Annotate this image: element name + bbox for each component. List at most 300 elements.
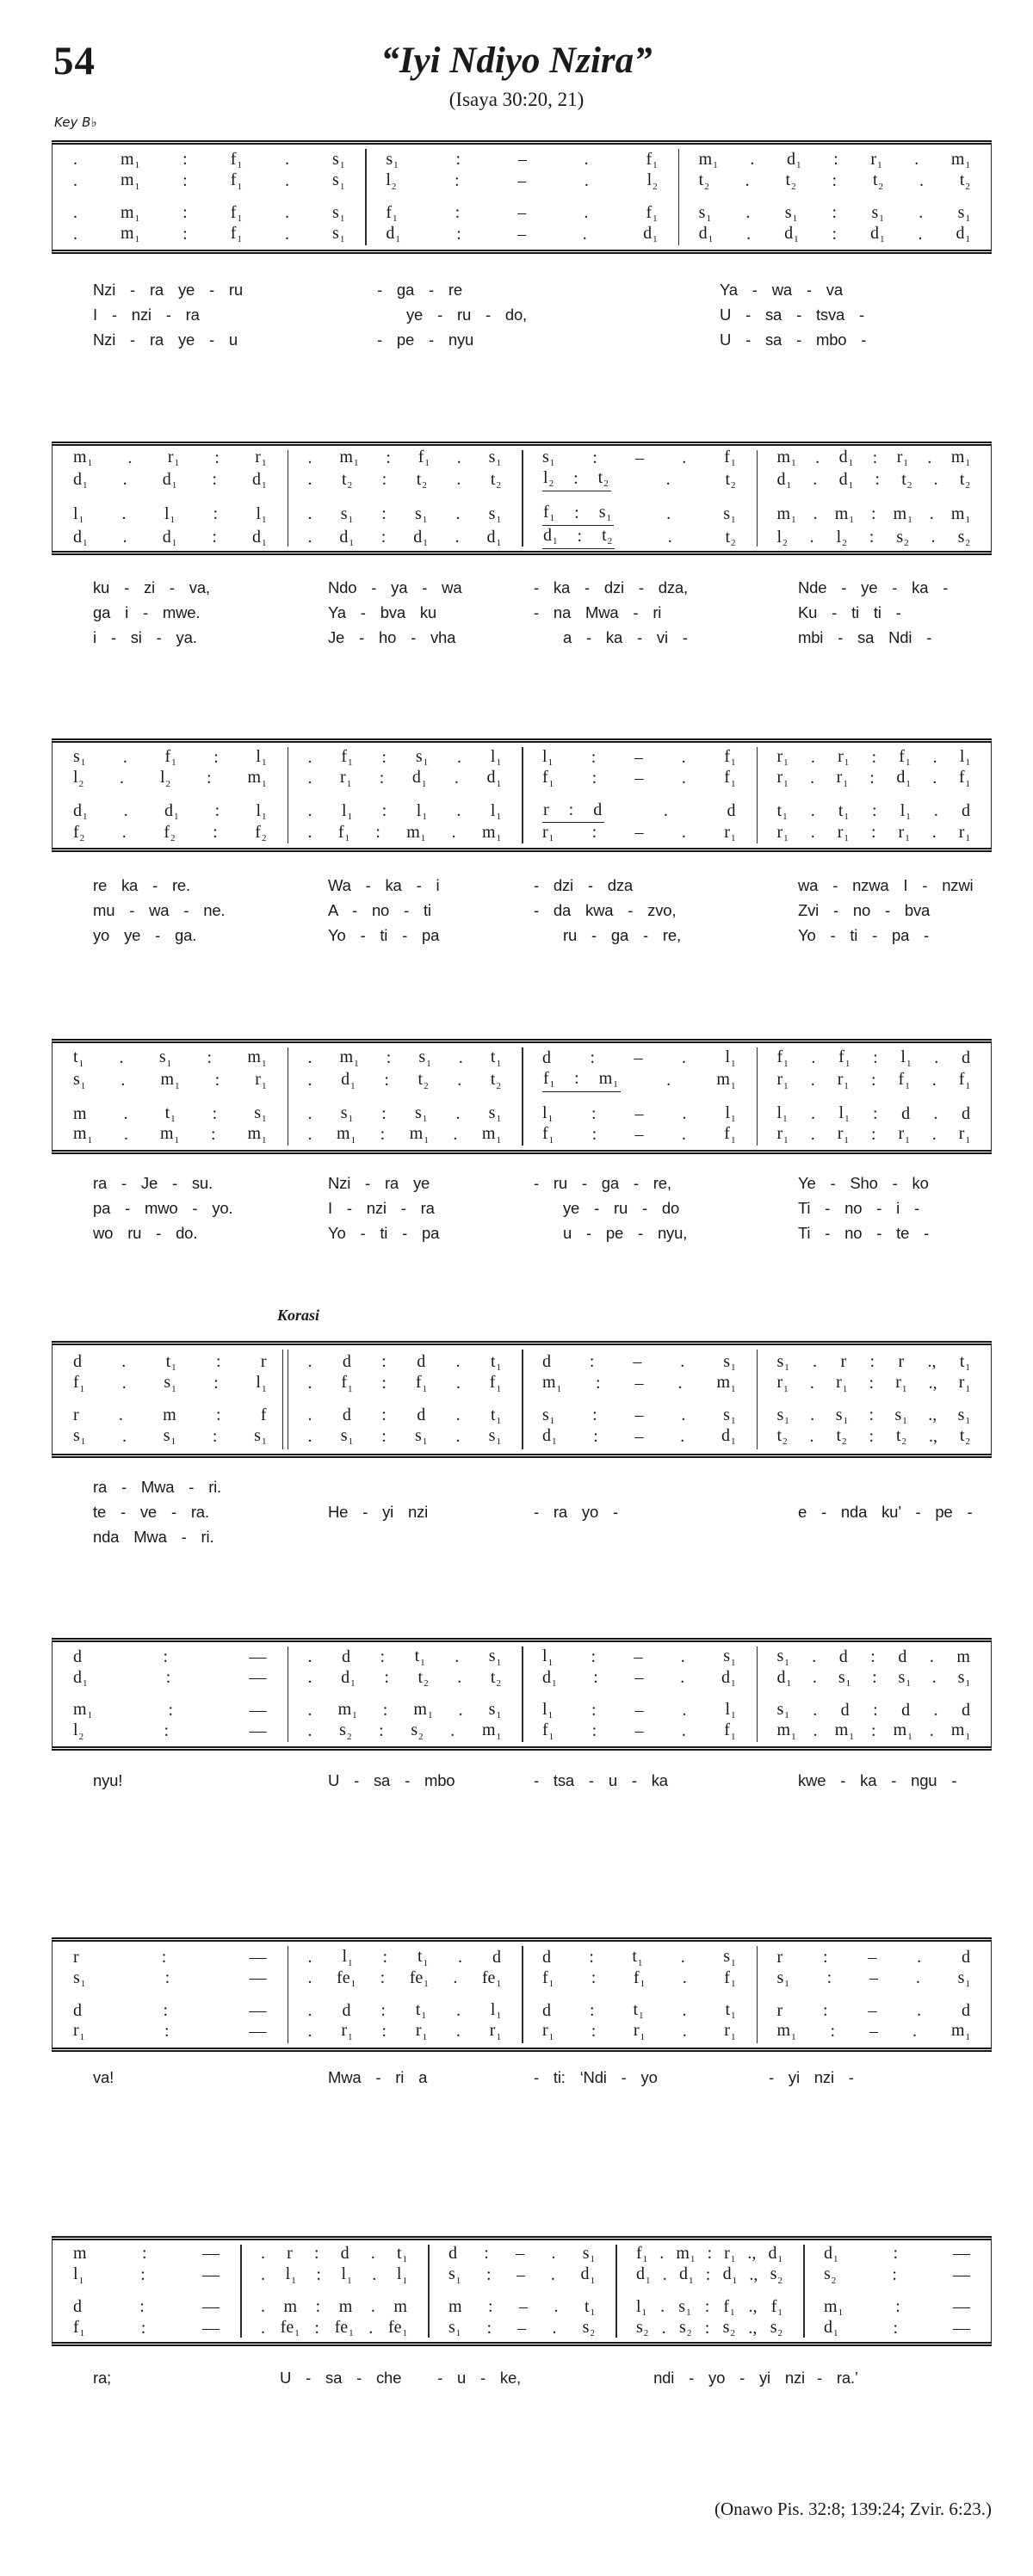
octave-subscript: 1: [348, 1114, 353, 1125]
sol-fa-token: .: [455, 1103, 461, 1123]
sol-fa-token: $m_1$: [159, 1124, 179, 1146]
lyric-segment: Ya - wa - va: [720, 281, 843, 299]
sol-fa-token: $s_2$: [770, 2317, 782, 2339]
sol-fa-token: $l_2$: [543, 468, 554, 490]
sol-fa-token: $m_1$: [950, 2021, 970, 2042]
octave-subscript: 1: [261, 1436, 267, 1448]
voice-row-alto: [53, 1968, 991, 1989]
slur-underline-group: [542, 503, 614, 526]
octave-subscript: 2: [422, 479, 427, 491]
voices: [53, 1642, 991, 1746]
voices: [53, 1345, 991, 1454]
octave-subscript: 1: [905, 1134, 910, 1146]
sol-fa-token: .: [121, 1373, 127, 1393]
sol-fa-token: .: [680, 1668, 685, 1688]
lyric-segment: - u - ke,: [437, 2369, 521, 2387]
octave-subscript: 1: [730, 2031, 736, 2042]
octave-subscript: 1: [642, 2254, 648, 2265]
octave-subscript: 1: [79, 1383, 85, 1394]
sol-fa-token: r: [73, 1947, 79, 1967]
sol-fa-token: $f_1$: [724, 447, 736, 469]
sol-fa-token: $r_1$: [838, 746, 850, 769]
lyric-segment: wa - nzwa I - nzwi: [798, 876, 974, 894]
sol-fa-token: $f_2$: [73, 822, 85, 844]
octave-subscript: 1: [844, 1114, 850, 1125]
voice-row-alto: [53, 1069, 991, 1092]
sol-fa-token: $d_1$: [341, 1070, 356, 1091]
sol-fa-token: —: [202, 2264, 220, 2284]
measure-cell: [53, 470, 288, 491]
sol-fa-token: :: [381, 1405, 387, 1425]
sol-fa-token: :: [833, 150, 838, 170]
octave-subscript: 1: [83, 1678, 88, 1689]
octave-subscript: 2: [965, 479, 970, 491]
sol-fa-token: $t_2$: [776, 1425, 788, 1448]
octave-subscript: 1: [613, 1079, 618, 1090]
octave-subscript: 2: [731, 537, 736, 548]
sol-fa-token: $t_2$: [602, 526, 613, 547]
sol-fa-token: $s_1$: [163, 1425, 176, 1448]
sol-fa-token: :: [163, 1646, 169, 1666]
sol-fa-token: r: [73, 1405, 79, 1425]
sol-fa-token: $t_1$: [490, 1351, 501, 1374]
sol-fa-token: .: [284, 203, 289, 223]
voice-row-alto: [53, 468, 991, 491]
sol-fa-token: m: [73, 1103, 87, 1123]
lyric-segment: Nzi - ra ye - ru: [93, 281, 243, 299]
sol-fa-token: $l_1$: [341, 2264, 352, 2286]
sol-fa-token: .: [813, 1352, 818, 1372]
sol-fa-token: :: [589, 1947, 594, 1967]
lyric-segment: - na Mwa - ri: [534, 603, 662, 621]
sol-fa-token: :: [873, 1700, 878, 1720]
measure-cell: [288, 2021, 523, 2042]
octave-subscript: 1: [78, 1058, 84, 1069]
sol-fa-token: .: [917, 2000, 922, 2020]
measure-cell: [522, 1720, 757, 1741]
lyric-segment: Ye - Sho - ko: [798, 1174, 929, 1192]
sol-fa-token: .: [284, 224, 289, 244]
voice-row-bass: [53, 1720, 991, 1741]
sol-fa-token: .: [73, 203, 77, 223]
sol-fa-token: $t_1$: [776, 800, 788, 822]
measure-cell: [53, 823, 288, 843]
measure-cell: [757, 2001, 992, 2021]
sol-fa-token: :: [895, 2297, 900, 2317]
sol-fa-token: $t_2$: [901, 469, 912, 491]
sol-fa-token: d: [593, 800, 603, 819]
sol-fa-token: d: [961, 1947, 970, 1967]
octave-subscript: 1: [423, 757, 429, 769]
measure-cell: [288, 1047, 523, 1068]
scripture-reference: (Isaya 30:20, 21): [448, 89, 585, 110]
measure-cell: [53, 1047, 288, 1068]
sol-fa-token: :: [822, 2000, 828, 2020]
sol-fa-token: $d_1$: [73, 1667, 88, 1689]
octave-subscript: 1: [606, 513, 612, 524]
sol-fa-token: :: [381, 2022, 387, 2042]
sol-fa-token: $r_1$: [633, 2021, 646, 2042]
octave-subscript: 1: [906, 778, 911, 789]
octave-subscript: 1: [730, 1657, 736, 1668]
measure-cell: [288, 1426, 523, 1447]
sol-fa-token: .: [680, 1646, 685, 1666]
sol-fa-token: $s_1$: [598, 503, 612, 524]
sol-fa-token: $fe_1$: [280, 2317, 300, 2339]
sol-fa-token: $r_1$: [167, 447, 179, 469]
sol-fa-token: d: [448, 2244, 457, 2264]
sol-fa-token: .: [453, 1124, 458, 1144]
octave-subscript: 1: [237, 181, 242, 192]
measure-cell: [53, 1700, 288, 1720]
sol-fa-token: :: [589, 2000, 595, 2020]
octave-subscript: 1: [549, 458, 555, 469]
sol-fa-token: .: [284, 170, 289, 190]
octave-subscript: 1: [496, 1710, 501, 1721]
sol-fa-token: d: [961, 2000, 970, 2020]
octave-subscript: 1: [844, 1134, 849, 1146]
sol-fa-token: :: [380, 2000, 386, 2020]
sol-fa-token: .: [662, 2264, 667, 2284]
sol-fa-token: —: [953, 2297, 970, 2317]
octave-subscript: 1: [134, 160, 140, 171]
octave-subscript: 1: [496, 1657, 501, 1668]
measure-cell: [240, 2244, 428, 2264]
sol-fa-token: $d_1$: [838, 447, 854, 469]
sol-fa-token: $s_1$: [723, 1405, 736, 1426]
measure-cell: [522, 2021, 757, 2042]
sol-fa-token: $m_1$: [950, 1720, 970, 1742]
voice-row-tenor: [53, 2000, 991, 2021]
octave-subscript: 1: [877, 160, 882, 171]
sol-fa-token: $l_1$: [490, 800, 501, 822]
sol-fa-token: d: [342, 2000, 351, 2020]
sol-fa-token: :: [381, 1373, 387, 1393]
octave-subscript: 1: [83, 811, 88, 822]
sol-fa-token: .: [458, 1048, 463, 1068]
measure-cell: [757, 504, 992, 525]
octave-subscript: 1: [80, 1436, 86, 1448]
sol-fa-token: –: [869, 1968, 879, 1988]
measure-cell: [53, 1668, 288, 1689]
sol-fa-token: $f_1$: [542, 1968, 554, 1989]
octave-subscript: 1: [353, 458, 359, 469]
sol-fa-token: $d_1$: [787, 149, 801, 171]
octave-subscript: 1: [171, 537, 177, 548]
voices: [53, 1942, 991, 2048]
sol-fa-token: :: [826, 1968, 832, 1988]
sol-fa-token: –: [634, 1700, 644, 1720]
slur-underline-group: [542, 1069, 621, 1092]
octave-subscript: 1: [843, 1415, 848, 1426]
octave-subscript: 1: [261, 1114, 267, 1125]
octave-subscript: 2: [548, 479, 554, 490]
sol-fa-token: $t_2$: [959, 469, 970, 491]
sol-fa-token: $t_1$: [959, 1351, 970, 1374]
octave-subscript: 1: [731, 1114, 736, 1125]
sol-fa-token: $l_1$: [725, 1047, 736, 1069]
octave-subscript: 2: [901, 1436, 906, 1448]
octave-subscript: 1: [548, 778, 554, 789]
sol-fa-token: $t_1$: [490, 1047, 501, 1069]
sol-fa-token: $m_1$: [73, 1700, 93, 1721]
voices: [53, 145, 991, 250]
lyric-segment: Nzi - ra ye: [328, 1174, 430, 1192]
sol-fa-token: $r_1$: [776, 822, 789, 844]
octave-subscript: 2: [391, 181, 397, 192]
measure-cell: [615, 2264, 803, 2285]
sol-fa-token: .: [455, 2022, 461, 2042]
sol-fa-token: $m_1$: [893, 1720, 912, 1742]
measure-cell: [288, 1947, 523, 1968]
sol-fa-token: $m_1$: [121, 223, 140, 245]
octave-subscript: 1: [262, 811, 267, 822]
octave-subscript: 1: [965, 1415, 970, 1426]
sol-fa-token: $r_1$: [898, 1124, 910, 1146]
sol-fa-token: $t_1$: [725, 2000, 736, 2022]
sol-fa-token: .: [813, 1700, 818, 1720]
sol-fa-token: :: [381, 1352, 387, 1372]
octave-subscript: 1: [496, 2031, 501, 2042]
octave-subscript: 1: [640, 2031, 646, 2042]
sol-fa-token: :: [164, 1968, 170, 1988]
octave-subscript: 1: [547, 757, 554, 769]
voice-row-soprano: [53, 1047, 991, 1068]
sol-fa-token: $m_1$: [676, 2243, 696, 2265]
measure-cell: [803, 2318, 991, 2338]
sol-fa-token: :: [314, 2318, 319, 2338]
sol-fa-token: $l_1$: [256, 800, 267, 822]
measure-cell: [757, 448, 992, 468]
sol-fa-token: $d_1$: [413, 527, 428, 548]
lyric-segment: Yo - ti - pa: [328, 926, 440, 944]
sol-fa-token: .: [455, 1352, 461, 1372]
octave-subscript: 1: [339, 234, 345, 245]
sol-fa-token: :: [591, 2022, 597, 2042]
sol-fa-token: .: [682, 2022, 687, 2042]
measure-cell: [53, 1968, 288, 1989]
measure-cell: [522, 1426, 757, 1447]
sol-fa-token: –: [517, 2318, 527, 2338]
octave-subscript: 1: [965, 778, 970, 789]
sol-fa-token: $l_1$: [542, 1103, 554, 1125]
octave-subscript: 1: [426, 1058, 431, 1069]
octave-subscript: 2: [603, 479, 609, 490]
octave-subscript: 1: [783, 1080, 789, 1091]
sol-fa-token: d: [342, 1646, 351, 1666]
sol-fa-token: $r_1$: [776, 1373, 789, 1394]
sol-fa-token: :: [381, 747, 387, 767]
lyric-segment: Zvi - no - bva: [798, 901, 931, 919]
octave-subscript: 1: [783, 833, 789, 844]
octave-subscript: 1: [783, 1134, 789, 1146]
voice-row-tenor: [53, 1405, 991, 1426]
sol-fa-token: $t_1$: [414, 1646, 425, 1668]
octave-subscript: 1: [421, 2011, 426, 2022]
octave-subscript: 1: [686, 2307, 691, 2318]
sol-fa-token: $m_1$: [481, 822, 501, 844]
lyric-line: [52, 1195, 992, 1220]
sol-fa-token: .: [745, 203, 751, 223]
sol-fa-token: $s_1$: [340, 1103, 353, 1125]
octave-subscript: 1: [496, 458, 501, 469]
sol-fa-token: —: [249, 1668, 267, 1688]
measure-cell: [803, 2244, 991, 2264]
octave-subscript: 1: [174, 1134, 179, 1146]
sol-fa-token: .: [681, 1405, 686, 1425]
measure-cell: [288, 768, 523, 788]
sol-fa-token: $r_1$: [724, 822, 736, 844]
sol-fa-token: :: [707, 2244, 713, 2264]
sol-fa-token: –: [635, 448, 645, 467]
sol-fa-token: :: [592, 1405, 597, 1425]
sol-fa-token: –: [634, 1721, 644, 1741]
sol-fa-token: $m_1$: [406, 822, 426, 844]
sol-fa-token: $s_1$: [488, 1103, 501, 1125]
lyric-line: [52, 575, 992, 600]
sol-fa-token: .: [682, 2000, 687, 2020]
octave-subscript: 1: [844, 833, 849, 844]
measure-cell: [288, 1968, 523, 1989]
sol-fa-token: .: [73, 150, 77, 170]
sol-fa-token: $l_1$: [164, 503, 175, 525]
sol-fa-token: .: [122, 528, 127, 547]
sol-fa-token: $f_1$: [958, 1070, 970, 1091]
octave-subscript: 2: [831, 2275, 837, 2286]
sol-fa-token: .: [122, 1426, 127, 1446]
measure-cell: [522, 823, 757, 843]
sol-fa-token: —: [202, 2297, 220, 2317]
voice-row-soprano: [53, 1947, 991, 1968]
sol-fa-token: $f_1$: [489, 1373, 501, 1394]
sol-fa-token: $t_2$: [597, 468, 609, 490]
octave-subscript: 1: [552, 1678, 557, 1689]
sol-fa-token: $r_1$: [958, 822, 970, 844]
sol-fa-token: $d_1$: [824, 2317, 838, 2339]
sol-fa-token: $r_1$: [255, 1070, 267, 1091]
lyric-segment: Nzi - ra ye - u: [93, 330, 238, 349]
octave-subscript: 1: [496, 1058, 501, 1069]
sol-fa-token: d: [542, 1352, 551, 1372]
measure-cell: [288, 1124, 523, 1145]
sol-fa-token: .: [457, 747, 462, 767]
sol-fa-token: .: [681, 1124, 686, 1144]
sol-fa-token: :: [893, 2244, 899, 2264]
sol-fa-token: $s_1$: [776, 1405, 789, 1426]
sol-fa-token: $d_1$: [73, 527, 88, 548]
sol-fa-token: .: [552, 2318, 557, 2338]
octave-subscript: 1: [844, 811, 849, 822]
lyric-segment: U - sa - tsva -: [720, 306, 865, 324]
octave-subscript: 1: [496, 1114, 501, 1125]
lyric-segment: ra - Je - su.: [93, 1174, 213, 1192]
octave-subscript: 2: [78, 778, 84, 789]
octave-subscript: 1: [965, 833, 970, 844]
octave-subscript: 2: [424, 1080, 429, 1091]
sol-fa-token: :: [573, 468, 578, 488]
sol-fa-token: $f_1$: [724, 768, 736, 789]
sol-fa-token: :: [870, 504, 876, 524]
lyric-segment: i - si - ya.: [93, 628, 197, 646]
sol-fa-token: .: [682, 1103, 687, 1123]
octave-subscript: 1: [134, 234, 140, 245]
sol-fa-token: $m_1$: [698, 149, 718, 171]
octave-subscript: 1: [170, 514, 175, 525]
sol-fa-token: –: [517, 203, 527, 223]
lyric-line: [52, 923, 992, 948]
measure-cell: [53, 1103, 288, 1124]
octave-subscript: 1: [783, 1058, 789, 1069]
octave-subscript: 1: [402, 2254, 407, 2265]
lyric-segment: [522, 1524, 757, 1549]
octave-subscript: 1: [496, 833, 501, 844]
sol-fa-token: :: [316, 2264, 321, 2284]
measure-cell: [365, 203, 677, 224]
sol-fa-token: $s_1$: [73, 1968, 86, 1989]
sol-fa-token: $d_1$: [643, 223, 658, 245]
sol-fa-token: $s_1$: [488, 1646, 501, 1668]
sol-fa-token: :: [207, 1048, 213, 1068]
sol-fa-token: $s_2$: [636, 2317, 649, 2339]
lyric-segment: kwe - ka - ngu -: [798, 1771, 957, 1789]
octave-subscript: 1: [262, 1134, 267, 1146]
sol-fa-token: $r_1$: [255, 447, 267, 469]
sol-fa-token: :: [596, 1373, 601, 1393]
sol-fa-token: $l_1$: [256, 746, 267, 769]
lyric-segment: - pe - nyu: [377, 330, 474, 349]
octave-subscript: 2: [590, 2328, 595, 2339]
octave-subscript: 1: [496, 1134, 501, 1146]
sol-fa-token: $f_1$: [230, 149, 242, 171]
voice-row-alto: [53, 1668, 991, 1689]
sol-fa-token: $r_1$: [837, 822, 849, 844]
measure-cell: [757, 1405, 992, 1426]
measure-cell: [757, 1103, 992, 1124]
sol-fa-token: $d_1$: [411, 768, 427, 789]
sol-fa-token: $d_1$: [73, 800, 88, 822]
octave-subscript: 1: [455, 2328, 461, 2339]
sol-fa-token: –: [868, 2000, 877, 2020]
sol-fa-token: $s_1$: [448, 2264, 461, 2286]
lyric-line: [52, 625, 992, 650]
sol-fa-token: :: [381, 504, 387, 524]
sol-fa-token: $fe_1$: [387, 2317, 407, 2339]
sol-fa-token: d: [898, 1646, 907, 1666]
sol-fa-token: :: [870, 1646, 875, 1666]
sol-fa-token: $f_1$: [770, 2296, 782, 2318]
octave-subscript: 1: [549, 1079, 555, 1090]
measure-cell: [53, 1405, 288, 1425]
octave-subscript: 1: [422, 1436, 428, 1448]
measure-cell: [757, 470, 992, 491]
measure-cell: [288, 1405, 523, 1426]
sol-fa-token: m: [393, 2297, 407, 2317]
sol-fa-token: —: [249, 1700, 267, 1720]
sol-fa-token: :: [212, 470, 217, 490]
sol-fa-token: $r_1$: [836, 768, 848, 789]
measure-cell: [757, 2021, 992, 2042]
sol-fa-token: .: [681, 769, 686, 788]
sol-fa-token: .: [934, 1048, 939, 1068]
sol-fa-token: $s_2$: [722, 2317, 735, 2339]
sol-fa-token: .: [811, 1103, 816, 1123]
sol-fa-token: :: [486, 2264, 492, 2284]
sol-fa-token: $t_1$: [73, 1047, 84, 1069]
sol-fa-token: $r_1$: [895, 1373, 907, 1394]
sol-fa-token: .: [307, 1373, 312, 1393]
octave-subscript: 2: [79, 833, 85, 844]
sol-fa-token: $f_1$: [418, 447, 430, 469]
